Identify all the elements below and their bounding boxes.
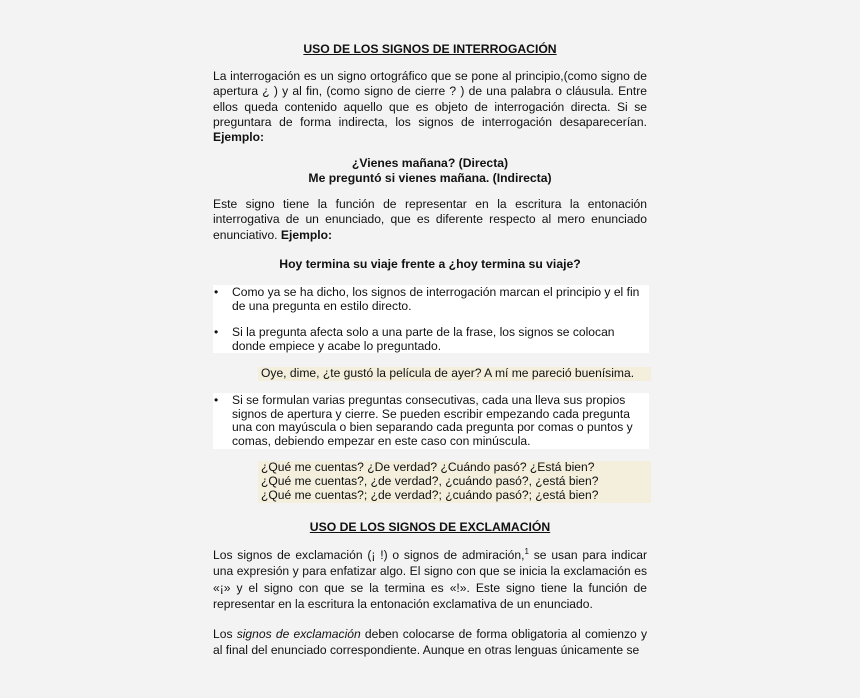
- paragraph-text: se usan para indicar una expresión y para enfatizar algo. El signo con que se inicia la exclamación es «¡» y el signo con que se la termina es «!». Este signo tiene la función de representar en la escritura la entonación exclamativa de un enunciado.: [213, 548, 647, 612]
- example-line: ¿Qué me cuentas? ¿De verdad? ¿Cuándo pasó? ¿Está bien?: [261, 460, 595, 474]
- list-item: [213, 394, 649, 448]
- paragraph-text: La interrogación es un signo ortográfico que se pone al principio,(como signo de apertura ¿ ) y al fin, (como signo de cierre ? ) de una palabra o cláusula. Entre ellos queda contenido aquello que es objeto de interrogación directa. Si se preguntara de forma indirecta, los signos de interrogación desaparecerían.: [213, 69, 647, 129]
- example-label: Ejemplo:: [280, 227, 332, 242]
- list-item-text: Si la pregunta afecta solo a una parte de la frase, los signos se colocan donde empiece y acabe lo preguntado.: [232, 325, 615, 353]
- paragraph-text: deben colocarse de forma obligatoria al comienzo y al final del enunciado correspondiente. Aunque en otras lenguas únicamente se: [213, 627, 648, 658]
- list-item: [213, 326, 649, 353]
- bullet-marker: •: [214, 393, 219, 407]
- paragraph-interrogation-function: [213, 197, 647, 243]
- example-label: Ejemplo:: [213, 130, 265, 145]
- example-direct: ¿Vienes mañana? (Directa): [351, 156, 509, 170]
- highlighted-example-oye: Oye, dime, ¿te gustó la película de ayer? A mí me pareció buenísima.: [258, 367, 651, 381]
- example-indirect: Me preguntó si vienes mañana. (Indirecta): [308, 171, 552, 185]
- bullet-list-1: [213, 285, 649, 353]
- example-line: ¿Qué me cuentas?, ¿de verdad?, ¿cuándo pasó?, ¿está bien?: [261, 473, 599, 488]
- list-item-text: Como ya se ha dicho, los signos de interrogación marcan el principio y el fin de una pregunta en estilo directo.: [232, 285, 640, 313]
- list-item-text: Si se formulan varias preguntas consecutivas, cada una lleva sus propios signos de apertura y cierre. Se pueden escribir empezando cada pregunta una con mayúscula o bien separando cada pregunta por comas o puntos y comas, debiendo empezar en este caso con minúscula.: [232, 393, 633, 448]
- paragraph-text: Los signos de exclamación (¡ !) o signos de admiración,: [213, 548, 525, 562]
- footnote-ref[interactable]: 1: [524, 546, 529, 556]
- bullet-marker: •: [214, 325, 219, 340]
- section-title-interrogation: USO DE LOS SIGNOS DE INTERROGACIÓN: [303, 42, 557, 56]
- bullet-list-2: [213, 393, 649, 449]
- paragraph-exclamation-definition: [213, 547, 647, 613]
- paragraph-text: Este signo tiene la función de representar en la escritura la entonación interrogativa de un enunciado, que es diferente respecto al mero enunciado enunciativo.: [213, 197, 647, 242]
- list-item: [213, 286, 649, 313]
- bullet-marker: •: [214, 285, 219, 299]
- highlighted-example-questions: [258, 461, 651, 503]
- paragraph-interrogation-definition: [213, 69, 647, 145]
- section-title-exclamation: USO DE LOS SIGNOS DE EXCLAMACIÓN: [309, 520, 551, 534]
- paragraph-text: Los: [213, 627, 237, 641]
- example-line: ¿Qué me cuentas?; ¿de verdad?; ¿cuándo pasó?; ¿está bien?: [261, 487, 599, 502]
- italic-term: signos de exclamación: [236, 627, 361, 641]
- example-frente: Hoy termina su viaje frente a ¿hoy termina su viaje?: [279, 257, 581, 271]
- paragraph-exclamation-placement: [213, 626, 647, 659]
